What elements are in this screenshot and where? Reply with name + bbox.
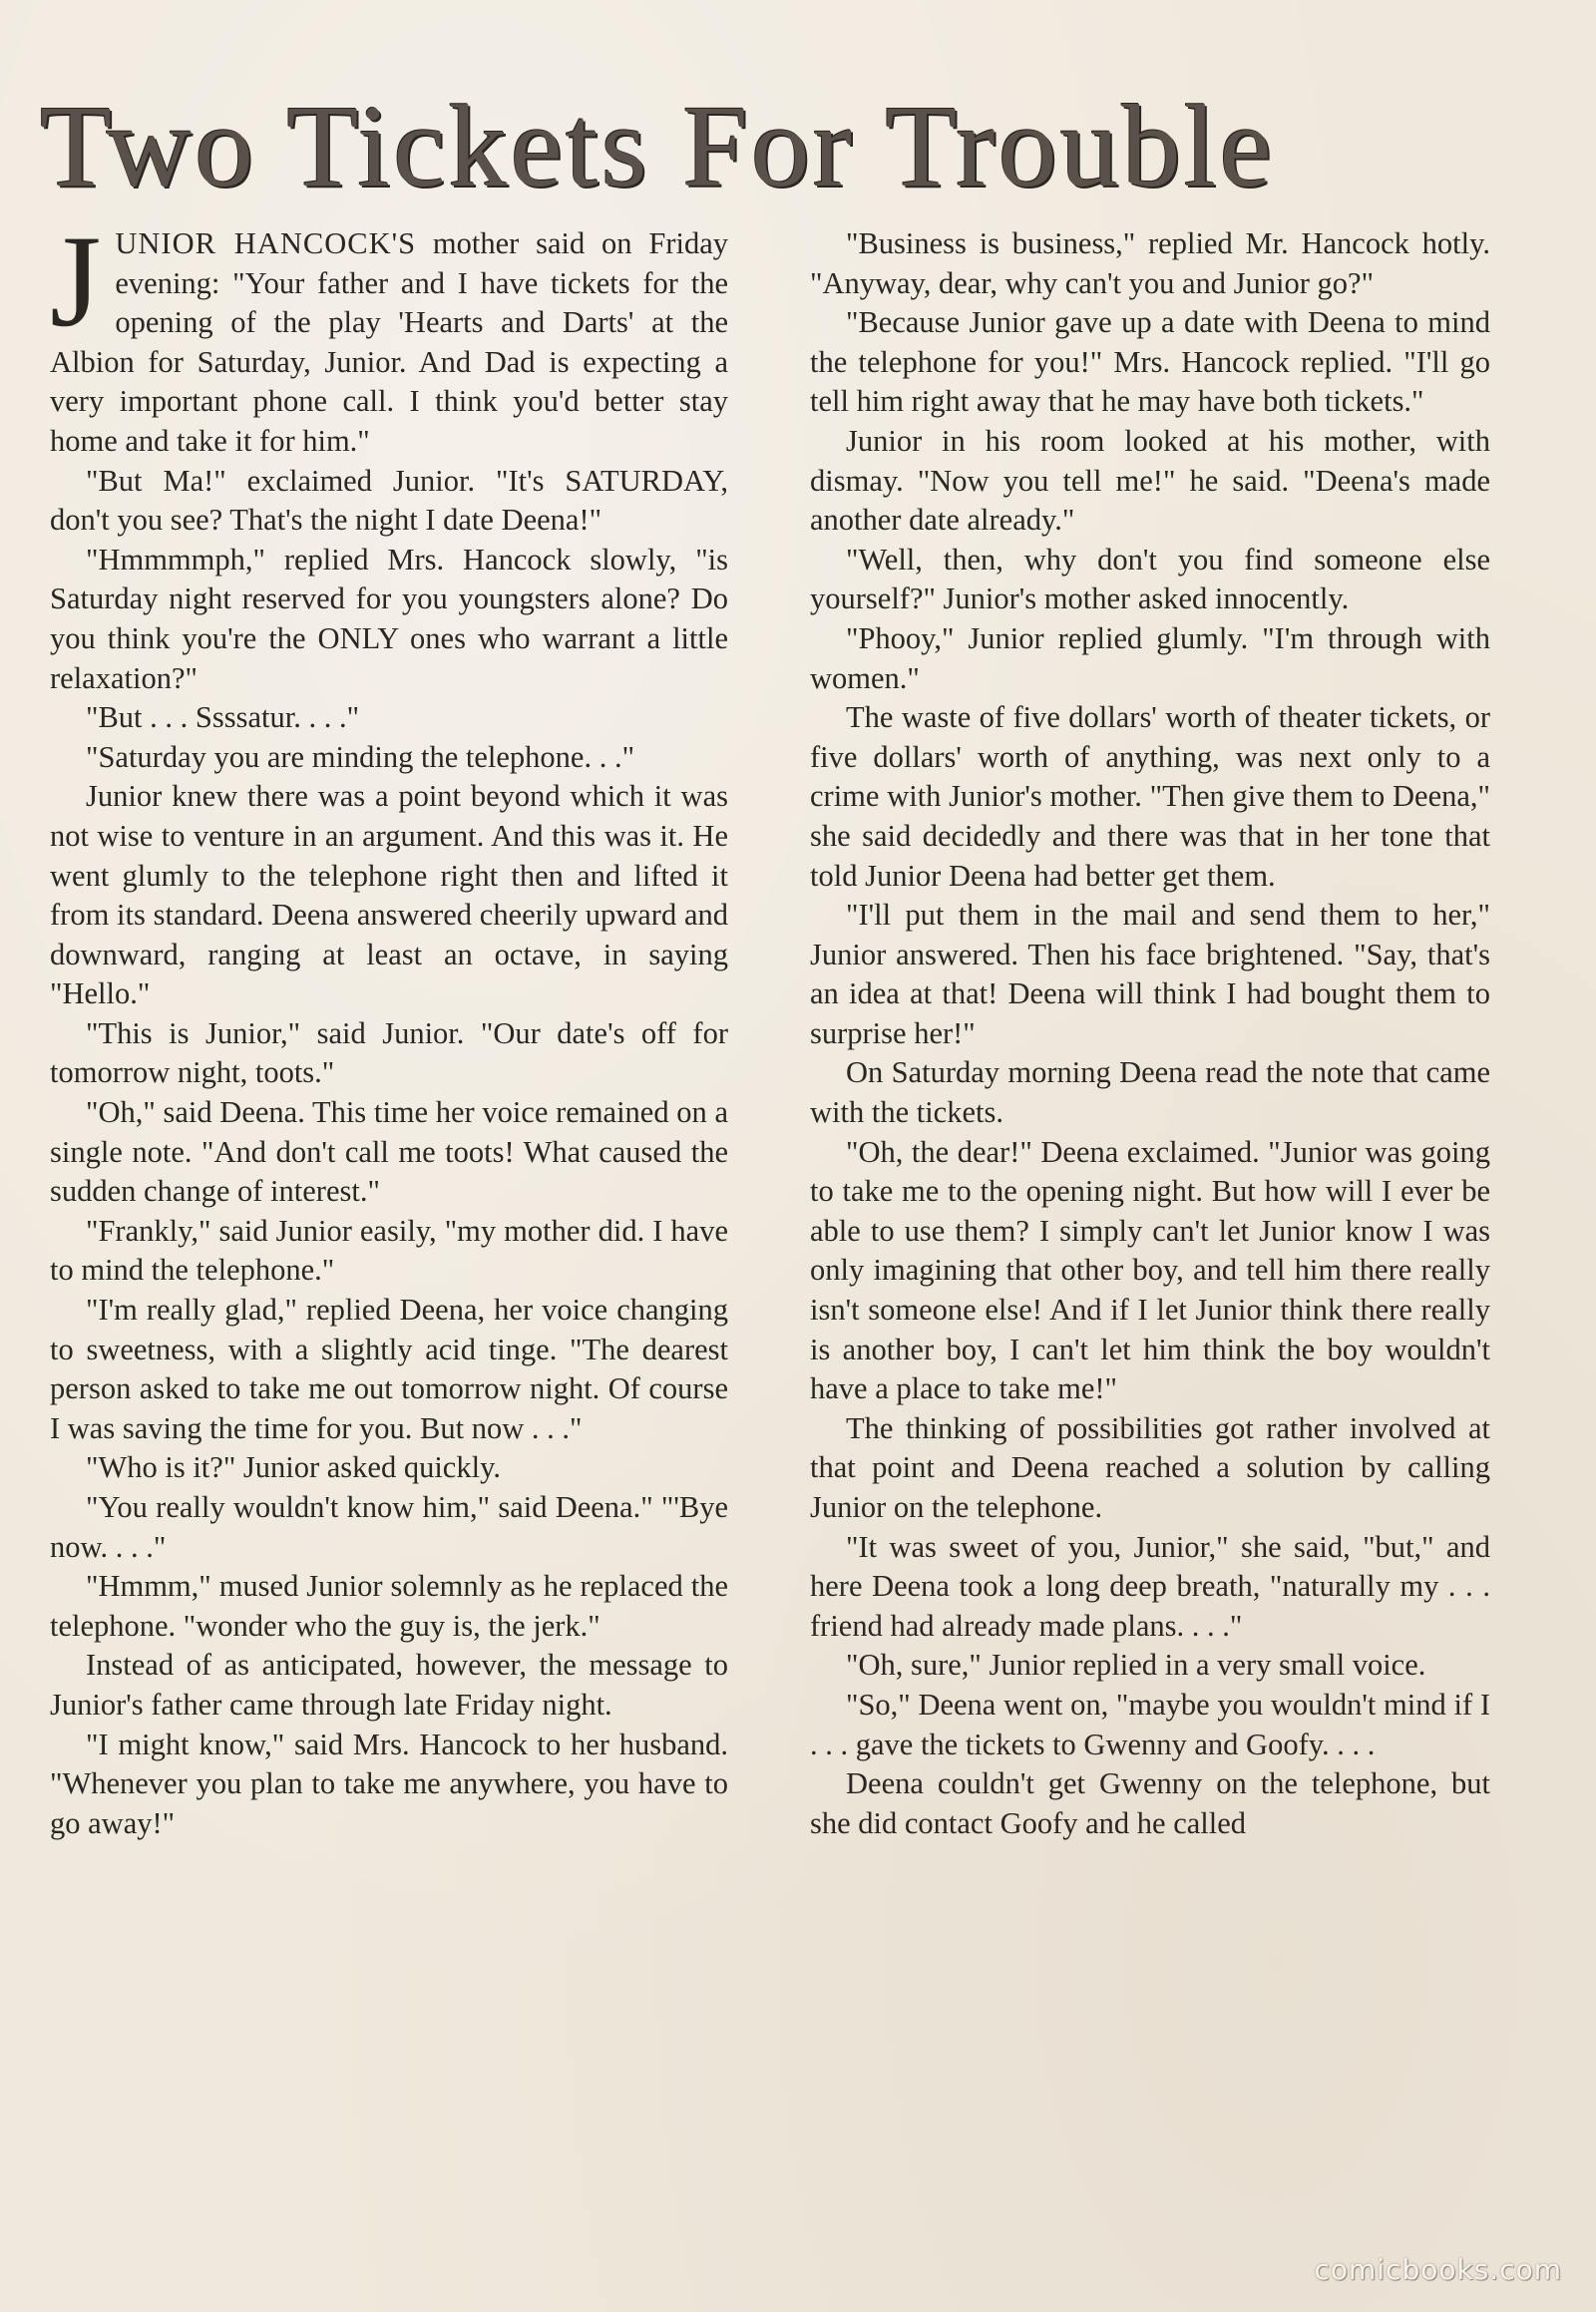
paragraph: "Oh, sure," Junior replied in a very small voice. (846, 1648, 1426, 1683)
paragraph: On Saturday morning Deena read the note that came with the tickets. (810, 1055, 1490, 1130)
paragraph: "Oh, the dear!" Deena exclaimed. "Junior was going to take me to the opening night. But how will I ever be able to use them? I simply can't let Junior know I was only imagining that other boy, and tell him there really isn't someone else! And if I let Junior think there really is another boy, I can't let him think the boy wouldn't have a place to take me!" (810, 1134, 1490, 1406)
watermark-text: comicbooks.com (1314, 2253, 1562, 2286)
paragraph: Junior knew there was a point beyond which it was not wise to venture in an argument. And this was it. He went glumly to the telephone right then and lifted it from its standard. Deena answered cheerily upward and downward, ranging at least an octave, in saying "Hello." (50, 779, 728, 1011)
paragraph: "You really wouldn't know him," said Deena." "'Bye now. . . ." (50, 1490, 728, 1564)
paragraph: "I might know," said Mrs. Hancock to her husband. "Whenever you plan to take me anywhere, you have to go away!" (50, 1727, 728, 1840)
paragraph-opening (50, 207, 729, 462)
drop-cap: J (50, 207, 102, 354)
paragraph: Junior in his room looked at his mother, with dismay. "Now you tell me!" he said. "Deena's made another date already." (810, 423, 1490, 538)
paragraph: "Because Junior gave up a date with Deena to mind the telephone for you!" Mrs. Hancock replied. "I'll go tell him right away that he may have both tickets." (810, 305, 1490, 419)
paragraph: "I'll put them in the mail and send them to her," Junior answered. Then his face brightened. "Say, that's an idea at that! Deena will think I had bought them to surprise her!" (810, 898, 1490, 1050)
paragraph: "Business is business," replied Mr. Hancock hotly. "Anyway, dear, why can't you and Junior go?" (810, 226, 1490, 300)
paragraph: "Who is it?" Junior asked quickly. (86, 1450, 501, 1485)
paragraph: "Oh," said Deena. This time her voice remained on a single note. "And don't call me toots! What caused the sudden change of interest." (50, 1095, 728, 1209)
paragraph: "Hmmmmph," replied Mrs. Hancock slowly, "is Saturday night reserved for you youngsters alone? Do you think you're the ONLY ones who warrant a little relaxation?" (50, 542, 728, 695)
paragraph: "Phooy," Junior replied glumly. "I'm through with women." (810, 620, 1490, 695)
paragraph: "Frankly," said Junior easily, "my mother did. I have to mind the telephone." (50, 1213, 728, 1288)
paragraph: "But Ma!" exclaimed Junior. "It's SATURDAY, don't you see? That's the night I date Deena!" (50, 463, 728, 538)
opening-text: mother said on Friday evening: "Your father and I have tickets for the opening of the play 'Hearts and Darts' at the Albion for Saturday, Junior. And Dad is expecting a very important phone call. I think you'd better stay home and take it for him." (50, 226, 729, 458)
right-column (810, 224, 1490, 1843)
left-column (50, 207, 729, 1843)
story-title: Two Tickets For Trouble (40, 81, 1275, 211)
paragraph: "Saturday you are minding the telephone. . ." (86, 739, 635, 774)
paragraph: "Hmmm," mused Junior solemnly as he replaced the telephone. "wonder who the guy is, the jerk." (50, 1569, 728, 1643)
paragraph: "This is Junior," said Junior. "Our date's off for tomorrow night, toots." (50, 1015, 728, 1090)
paragraph: "But . . . Ssssatur. . . ." (86, 700, 360, 735)
paragraph: "Well, then, why don't you find someone else yourself?" Junior's mother asked innocently. (810, 542, 1490, 616)
paragraph: "It was sweet of you, Junior," she said, "but," and here Deena took a long deep breath, "naturally my . . . friend had already made plans. . . ." (810, 1529, 1490, 1643)
paragraph: Instead of as anticipated, however, the message to Junior's father came through late Friday night. (50, 1648, 728, 1722)
paragraph: "I'm really glad," replied Deena, her voice changing to sweetness, with a slightly acid tinge. "The dearest person asked to take me out tomorrow night. Of course I was saving the time for you. But now . . ." (50, 1293, 728, 1445)
paragraph: The waste of five dollars' worth of theater tickets, or five dollars' worth of anything, was next only to a crime with Junior's mother. "Then give them to Deena," she said decidedly and there was that in her tone that told Junior Deena had better get them. (810, 700, 1490, 893)
opening-caps: UNIOR HANCOCK'S (115, 226, 417, 260)
paragraph: Deena couldn't get Gwenny on the telephone, but she did contact Goofy and he called (810, 1766, 1490, 1840)
paragraph: The thinking of possibilities got rather involved at that point and Deena reached a solution by calling Junior on the telephone. (810, 1410, 1490, 1524)
paragraph: "So," Deena went on, "maybe you wouldn't mind if I . . . gave the tickets to Gwenny and Goofy. . . . (810, 1687, 1490, 1761)
